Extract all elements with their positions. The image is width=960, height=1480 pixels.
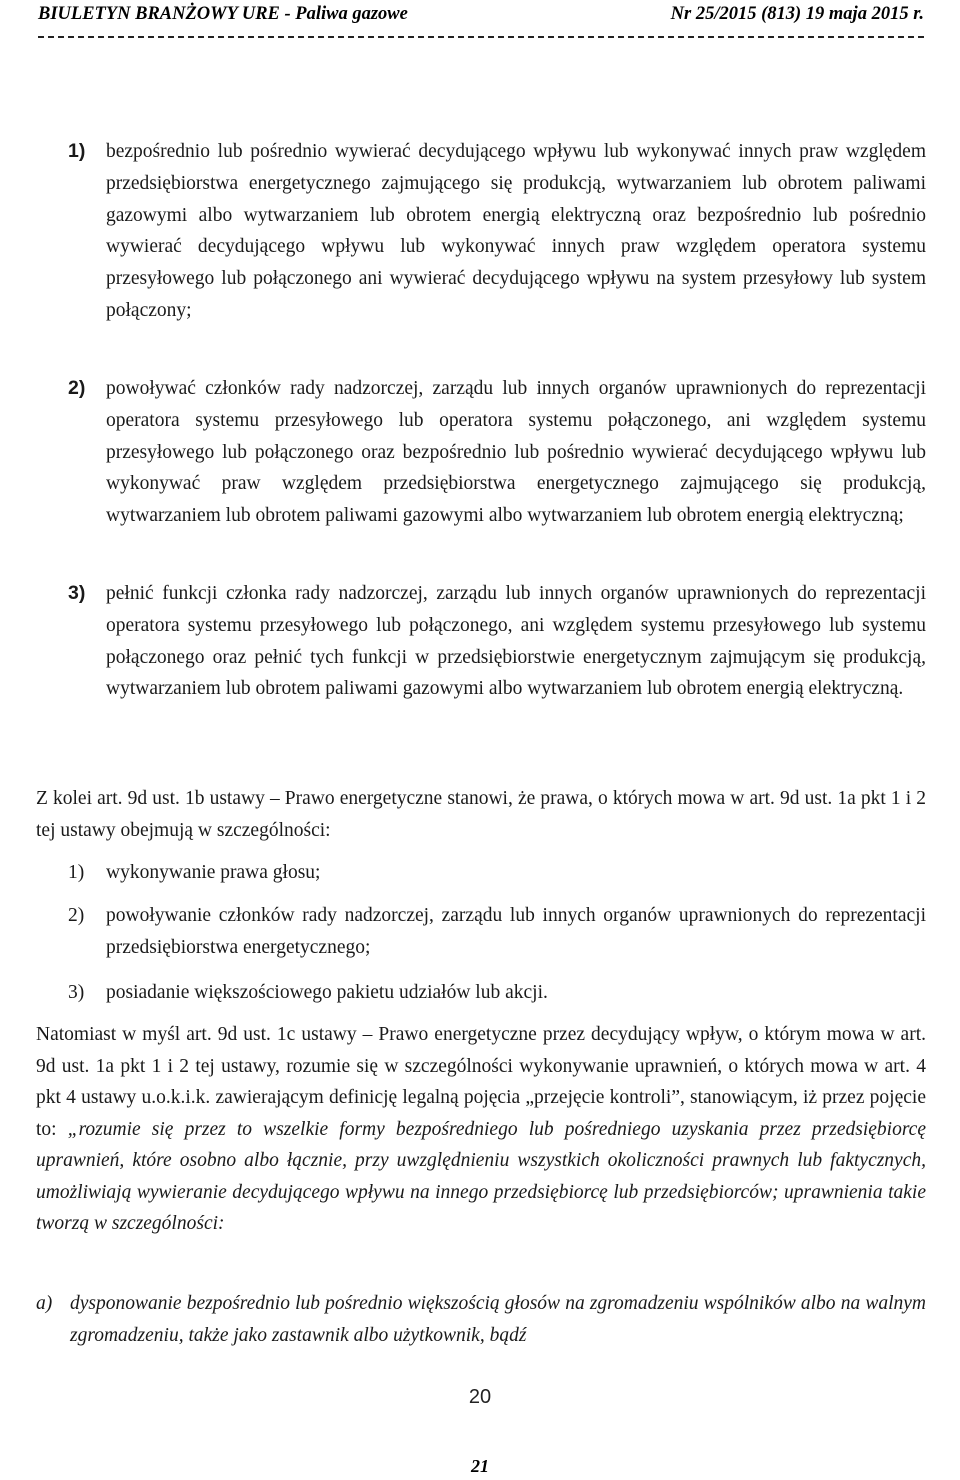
item-text: wykonywanie prawa głosu; bbox=[106, 862, 321, 883]
list-item bbox=[68, 857, 926, 889]
item-text: dysponowanie bezpośrednio lub pośrednio większością głosów na zgromadzeniu wspólników albo na walnym zgromadzeniu, także jako zastawnik albo użytkownik, bądź bbox=[70, 1293, 926, 1346]
item-text: posiadanie większościowego pakietu udziałów lub akcji. bbox=[106, 982, 548, 1003]
item-text: powoływanie członków rady nadzorczej, zarządu lub innych organów uprawnionych do reprezentacji przedsiębiorstwa energetycznego; bbox=[106, 905, 926, 958]
paragraph-text: Natomiast w myśl art. 9d ust. 1c ustawy ‒ Prawo energetyczne przez decydujący wpływ, o którym mowa w art. 9d ust. 1a pkt 1 i 2 tej ustawy, rozumie się w szczególności wykonywanie uprawnień, o których mowa w art. 4 pkt 4 ustawy u.o.k.i.k. zawierającym definicję legalną pojęcia „przejęcie kontroli”, stanowiącym, iż przez pojęcie to: bbox=[36, 1024, 926, 1140]
item-number: 3) bbox=[68, 582, 86, 604]
issue-info: Nr 25/2015 (813) 19 maja 2015 r. bbox=[670, 4, 924, 24]
item-number: 1) bbox=[68, 140, 86, 162]
list-item bbox=[68, 373, 926, 532]
item-text: bezpośrednio lub pośrednio wywierać decydującego wpływu lub wykonywać innych praw względem przedsiębiorstwa energetycznego zajmującego się produkcją, wytwarzaniem lub obrotem paliwami gazowymi albo wytwarzaniem lub obrotem energią elektryczną oraz bezpośrednio lub pośrednio wywierać decydującego wpływu lub wykonywać innych praw względem operatora systemu przesyłowego lub połączonego ani wywierać decydującego wpływu na system przesyłowy lub system połączony; bbox=[106, 141, 926, 321]
item-text: pełnić funkcji członka rady nadzorczej, zarządu lub innych organów uprawnionych do reprezentacji operatora systemu przesyłowego lub połączonego, ani względem systemu przesyłowego lub systemu połączonego oraz pełnić tych funkcji w przedsiębiorstwie energetycznym zajmującym się produkcją, wytwarzaniem lub obrotem paliwami gazowymi albo wytwarzaniem lub obrotem energią elektryczną. bbox=[106, 583, 926, 700]
list-item bbox=[68, 900, 926, 963]
item-text: powoływać członków rady nadzorczej, zarządu lub innych organów uprawnionych do reprezentacji operatora systemu przesyłowego lub operatora systemu połączonego, ani względem systemu przesyłowego lub połączonego oraz bezpośrednio lub pośrednio wywierać decydującego wpływu lub wykonywać praw względem przedsiębiorstwa energetycznego zajmującego się produkcją, wytwarzaniem lub obrotem paliwami gazowymi albo wytwarzaniem lub obrotem energią elektryczną; bbox=[106, 378, 926, 527]
paragraph bbox=[36, 1019, 926, 1240]
page-number: 20 bbox=[468, 1386, 492, 1408]
item-number: 1) bbox=[68, 862, 85, 883]
bulletin-title: BIULETYN BRANŻOWY URE - Paliwa gazowe bbox=[38, 4, 408, 24]
list-item bbox=[68, 136, 926, 327]
item-letter: a) bbox=[36, 1293, 53, 1314]
list-item bbox=[36, 1288, 926, 1352]
footer-page-number: 21 bbox=[471, 1456, 489, 1476]
header-divider bbox=[38, 36, 924, 42]
quoted-definition: „rozumie się przez to wszelkie formy bezpośredniego lub pośredniego uzyskania przez przedsiębiorcę uprawnień, które osobno albo łącznie, przy uwzględnieniu wszystkich okoliczności prawnych lub faktycznych, umożliwiają wywieranie decydującego wpływu na innego przedsiębiorcę lub przedsiębiorców; uprawnienia takie tworzą w szczególności: bbox=[36, 1118, 926, 1234]
paragraph: Z kolei art. 9d ust. 1b ustawy ‒ Prawo energetyczne stanowi, że prawa, o których mowa w art. 9d ust. 1a pkt 1 i 2 tej ustawy obejmują w szczególności: bbox=[36, 788, 926, 841]
list-item bbox=[68, 578, 926, 705]
item-number: 2) bbox=[68, 377, 86, 399]
item-number: 2) bbox=[68, 905, 85, 926]
page-header bbox=[38, 2, 924, 32]
item-number: 3) bbox=[68, 982, 85, 1003]
list-item bbox=[68, 977, 926, 1009]
